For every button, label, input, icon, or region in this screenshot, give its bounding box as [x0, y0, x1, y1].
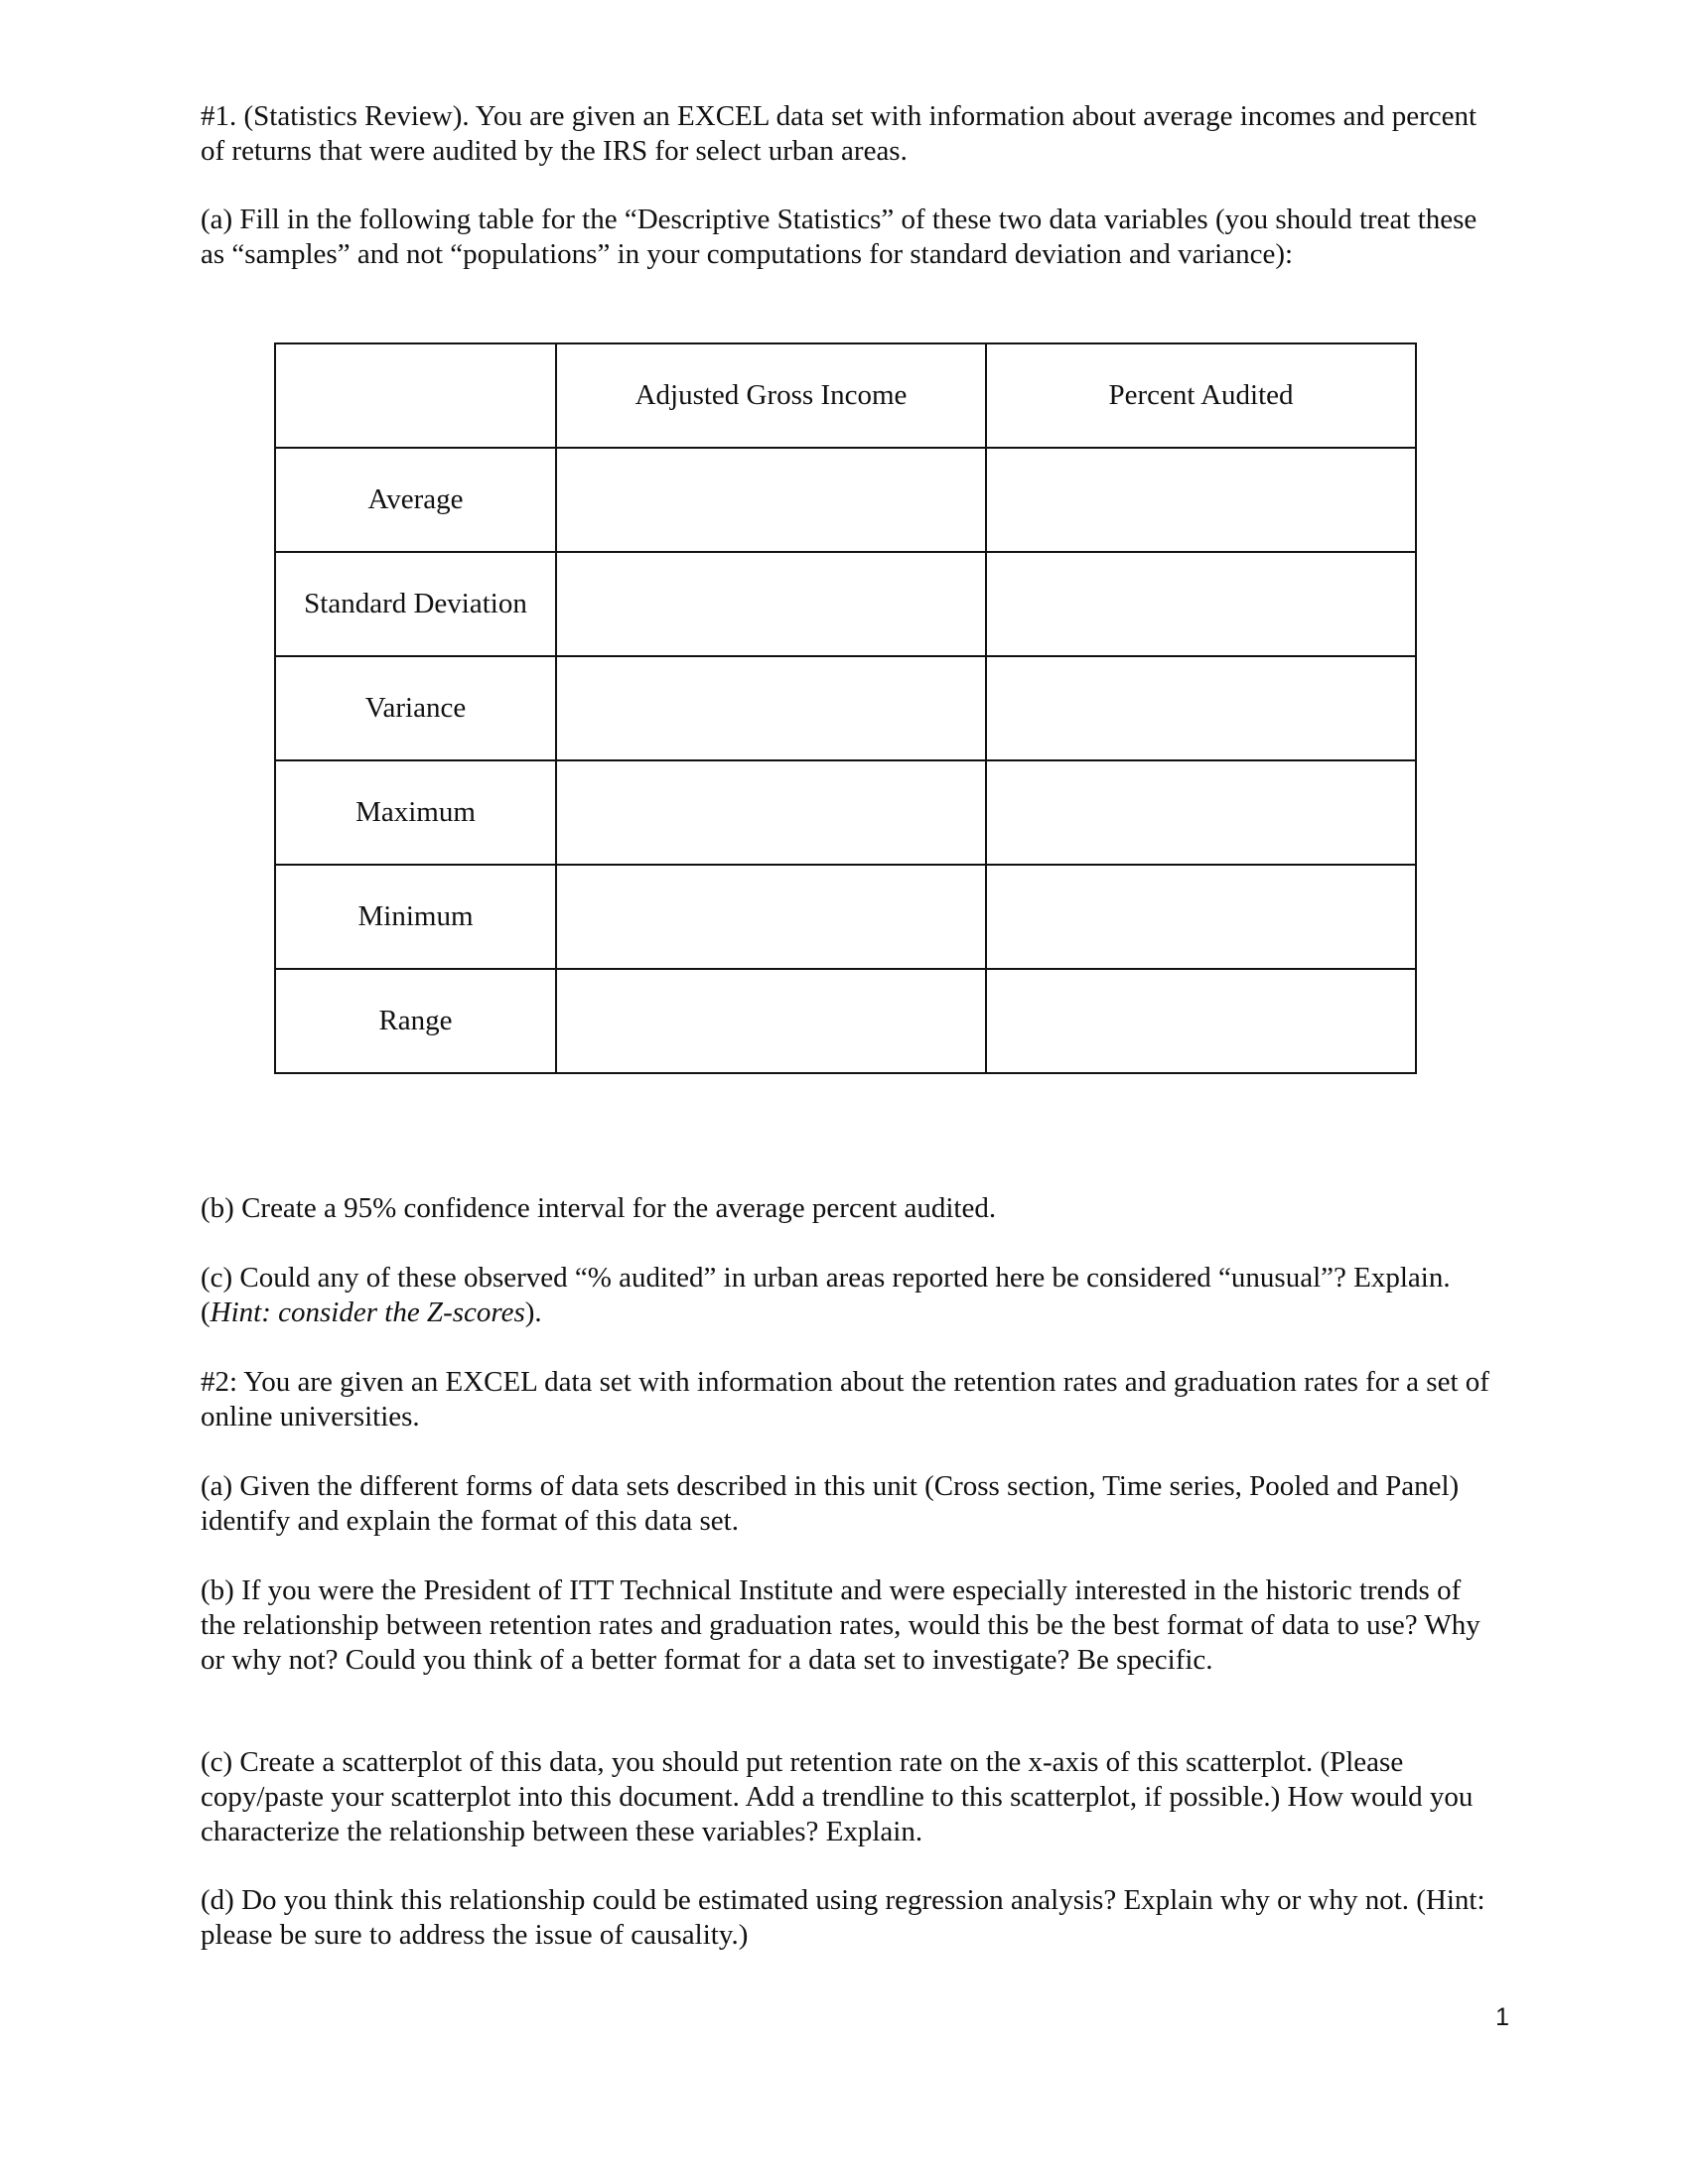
q2-part-a: (a) Given the different forms of data sets described in this unit (Cross section, Time series, Pooled and Panel) identify and explain the format of this data set. — [201, 1470, 1460, 1537]
table-row — [275, 760, 1416, 865]
q2-part-b: (b) If you were the President of ITT Technical Institute and were especially interested in the historic trends of the relationship between retention rates and graduation rates, would this be the best format of data to use? Why or why not? Could you think of a better format for a data set to investigate? Be specific. — [201, 1574, 1480, 1676]
q2-part-d: (d) Do you think this relationship could be estimated using regression analysis? Explain why or why not. (Hint: please be sure to address the issue of causality.) — [201, 1884, 1485, 1951]
descriptive-statistics-table — [274, 342, 1417, 1074]
page-number: 1 — [1495, 2003, 1509, 2031]
q1-part-b: (b) Create a 95% confidence interval for the average percent audited. — [201, 1192, 997, 1224]
q2-part-c: (c) Create a scatterplot of this data, you should put retention rate on the x-axis of this scatterplot. (Please copy/paste your scatterplot into this document. Add a trendline to this scatterplot, if possible.) How would you characterize the relationship between these variables? Explain. — [201, 1746, 1474, 1847]
row-label-standard-deviation: Standard Deviation — [275, 552, 556, 656]
row-label-average: Average — [275, 448, 556, 552]
cell-stddev-pct[interactable] — [986, 552, 1416, 656]
q1-part-c-hint: Hint: consider the Z-scores — [210, 1297, 525, 1328]
table-row — [275, 656, 1416, 760]
cell-maximum-pct[interactable] — [986, 760, 1416, 865]
row-label-range: Range — [275, 969, 556, 1073]
row-label-minimum: Minimum — [275, 865, 556, 969]
table-row — [275, 552, 1416, 656]
cell-variance-pct[interactable] — [986, 656, 1416, 760]
row-label-variance: Variance — [275, 656, 556, 760]
q2-intro: #2: You are given an EXCEL data set with information about the retention rates and graduation rates for a set of online universities. — [201, 1366, 1489, 1433]
q1-part-c-end: ). — [524, 1297, 542, 1328]
q1-part-c — [201, 1261, 1491, 1330]
header-adjusted-gross-income: Adjusted Gross Income — [556, 343, 986, 448]
cell-range-agi[interactable] — [556, 969, 986, 1073]
cell-variance-agi[interactable] — [556, 656, 986, 760]
table-row — [275, 865, 1416, 969]
q1-intro: #1. (Statistics Review). You are given an EXCEL data set with information about average incomes and percent of returns that were audited by the IRS for select urban areas. — [201, 100, 1477, 167]
table-row — [275, 448, 1416, 552]
cell-stddev-agi[interactable] — [556, 552, 986, 656]
cell-average-agi[interactable] — [556, 448, 986, 552]
cell-average-pct[interactable] — [986, 448, 1416, 552]
cell-minimum-pct[interactable] — [986, 865, 1416, 969]
row-label-maximum: Maximum — [275, 760, 556, 865]
cell-maximum-agi[interactable] — [556, 760, 986, 865]
q1-part-c-text: (c) Could any of these observed “% audited” in urban areas reported here be considered “unusual”? Explain. ( — [201, 1262, 1451, 1328]
cell-range-pct[interactable] — [986, 969, 1416, 1073]
header-percent-audited: Percent Audited — [986, 343, 1416, 448]
table-header-row — [275, 343, 1416, 448]
table-row — [275, 969, 1416, 1073]
q1-part-a: (a) Fill in the following table for the “Descriptive Statistics” of these two data variables (you should treat these as “samples” and not “populations” in your computations for standard deviation and variance): — [201, 204, 1477, 270]
cell-minimum-agi[interactable] — [556, 865, 986, 969]
header-corner-cell — [275, 343, 556, 448]
